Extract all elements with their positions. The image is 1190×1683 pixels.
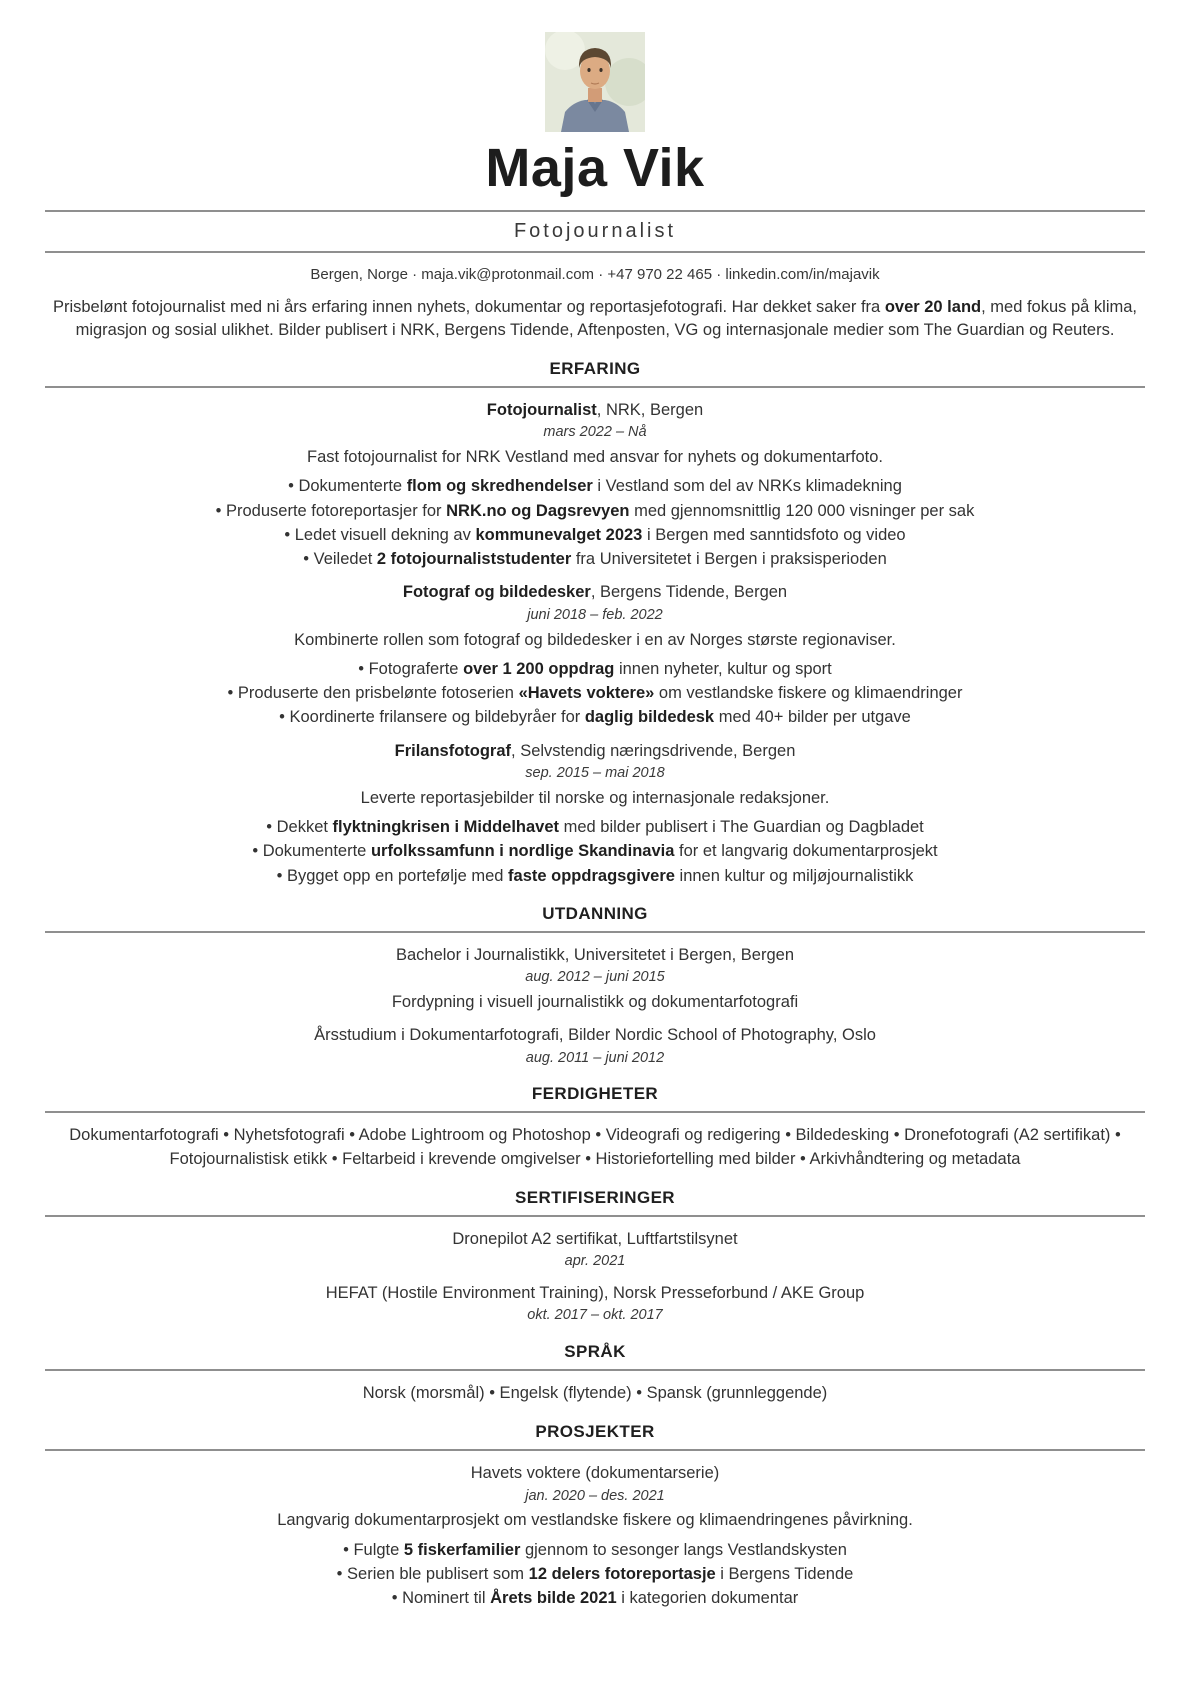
job-bullet: • Koordinerte frilansere og bildebyråer for daglig bildedesk med 40+ bilder per utgave [45, 706, 1145, 728]
section-experience [45, 358, 1145, 887]
section-languages [45, 1341, 1145, 1405]
section-education [45, 903, 1145, 1068]
job-title-line [45, 581, 1145, 603]
profile-summary: Prisbelønt fotojournalist med ni års erfaring innen nyhets, dokumentar og reportasjefotografi. Har dekket saker fra over 20 land, med fokus på klima, migrasjon og sosial ulikhet. Bilder publisert i NRK, Bergens Tidende, Aftenposten, VG og internasjonale medier som The Guardian og Reuters. [52, 297, 1138, 339]
education-dates: aug. 2012 – juni 2015 [525, 969, 665, 986]
education-entry [45, 944, 1145, 1013]
certification-entry [45, 1282, 1145, 1325]
project-entry [45, 1462, 1145, 1609]
section-heading-erfaring: ERFARING [549, 358, 641, 378]
experience-entry [45, 740, 1145, 887]
section-heading-sertifiseringer: SERTIFISERINGER [515, 1187, 675, 1207]
certification-title: Dronepilot A2 sertifikat, Luftfartstilsynet [452, 1229, 738, 1248]
experience-entry [45, 399, 1145, 570]
job-summary: Kombinerte rollen som fotograf og bildedesker i en av Norges største regionaviser. [294, 630, 896, 649]
languages-list: Norsk (morsmål) • Engelsk (flytende) • Spansk (grunnleggende) [362, 1384, 828, 1403]
job-dates: juni 2018 – feb. 2022 [527, 606, 663, 623]
certification-dates: okt. 2017 – okt. 2017 [527, 1307, 663, 1324]
job-org: , Selvstendig næringsdrivende, Bergen [511, 741, 796, 760]
section-heading-prosjekter: PROSJEKTER [535, 1422, 655, 1442]
certification-dates: apr. 2021 [564, 1253, 626, 1269]
job-bullet-list [45, 658, 1145, 729]
section-divider [45, 386, 1145, 388]
job-summary: Leverte reportasjebilder til norske og internasjonale redaksjoner. [360, 788, 830, 807]
job-title: Fotograf og bildedesker [402, 583, 591, 602]
contact-line: Bergen, Norge · maja.vik@protonmail.com · +47 970 22 465 · linkedin.com/in/majavik [310, 266, 880, 284]
person-name: Maja Vik [485, 138, 705, 198]
job-bullet-list [45, 816, 1145, 887]
section-divider [45, 1449, 1145, 1451]
profile-photo [545, 32, 645, 132]
job-bullet: • Produserte den prisbelønte fotoserien «Havets voktere» om vestlandske fiskere og klimaendringer [45, 682, 1145, 704]
job-org: , NRK, Bergen [596, 401, 704, 419]
section-certifications [45, 1187, 1145, 1325]
section-heading-ferdigheter: FERDIGHETER [531, 1084, 659, 1104]
job-bullet: • Ledet visuell dekning av kommunevalget 2023 i Bergen med sanntidsfoto og video [45, 524, 1145, 546]
experience-entry [45, 581, 1145, 728]
job-bullet: • Fotograferte over 1 200 oppdrag innen nyheter, kultur og sport [45, 658, 1145, 680]
project-summary: Langvarig dokumentarprosjekt om vestlandske fiskere og klimaendringenes påvirkning. [277, 1511, 913, 1530]
job-title-line [45, 740, 1145, 762]
education-entry [45, 1024, 1145, 1067]
job-title: Frilansfotograf [394, 741, 512, 760]
job-bullet: • Bygget opp en portefølje med faste oppdragsgivere innen kultur og miljøjournalistikk [45, 865, 1145, 887]
job-bullet: • Veiledet 2 fotojournaliststudenter fra Universitetet i Bergen i praksisperioden [45, 548, 1145, 570]
job-bullet: • Dekket flyktningkrisen i Middelhavet med bilder publisert i The Guardian og Dagbladet [45, 816, 1145, 838]
job-bullet: • Dokumenterte flom og skredhendelser i Vestland som del av NRKs klimadekning [45, 475, 1145, 497]
profile-photo-image [545, 32, 645, 132]
section-skills [45, 1083, 1145, 1170]
education-dates: aug. 2011 – juni 2012 [525, 1049, 665, 1066]
divider [45, 251, 1145, 253]
project-bullet: • Nominert til Årets bilde 2021 i kategorien dokumentar [45, 1587, 1145, 1609]
education-title: Årsstudium i Dokumentarfotografi, Bilder Nordic School of Photography, Oslo [314, 1026, 876, 1045]
project-dates: jan. 2020 – des. 2021 [525, 1487, 665, 1504]
job-bullet-list [45, 475, 1145, 570]
section-projects [45, 1421, 1145, 1609]
job-org: , Bergens Tidende, Bergen [590, 583, 788, 602]
certification-entry [45, 1228, 1145, 1271]
job-title-line [45, 399, 1145, 421]
project-title: Havets voktere (dokumentarserie) [470, 1464, 720, 1483]
section-heading-utdanning: UTDANNING [542, 903, 648, 923]
job-bullet: • Produserte fotoreportasjer for NRK.no og Dagsrevyen med gjennomsnittlig 120 000 visninger per sak [45, 500, 1145, 522]
education-title: Bachelor i Journalistikk, Universitetet i Bergen, Bergen [395, 945, 795, 964]
section-divider [45, 1369, 1145, 1371]
job-dates: sep. 2015 – mai 2018 [525, 764, 665, 781]
section-divider [45, 1111, 1145, 1113]
project-bullet: • Serien ble publisert som 12 delers fotoreportasje i Bergens Tidende [45, 1563, 1145, 1585]
section-divider [45, 1215, 1145, 1217]
job-bullet: • Dokumenterte urfolkssamfunn i nordlige Skandinavia for et langvarig dokumentarprosjekt [45, 840, 1145, 862]
skills-list: Dokumentarfotografi • Nyhetsfotografi • Adobe Lightroom og Photoshop • Videografi og redigering • Bildedesking • Dronefotografi (A2 sertifikat) • Fotojournalistisk etikk • Feltarbeid i krevende omgivelser • Historiefortelling med bilder • Arkivhåndtering og metadata [69, 1126, 1121, 1168]
education-note: Fordypning i visuell journalistikk og dokumentarfotografi [391, 992, 799, 1011]
certification-title: HEFAT (Hostile Environment Training), Norsk Presseforbund / AKE Group [325, 1283, 865, 1302]
job-dates: mars 2022 – Nå [543, 424, 647, 441]
section-divider [45, 931, 1145, 933]
job-headline: Fotojournalist [513, 220, 677, 243]
project-bullet-list [45, 1539, 1145, 1610]
section-heading-sprak: SPRÅK [564, 1341, 626, 1361]
project-bullet: • Fulgte 5 fiskerfamilier gjennom to sesonger langs Vestlandskysten [45, 1539, 1145, 1561]
job-title: Fotojournalist [486, 401, 597, 419]
job-summary: Fast fotojournalist for NRK Vestland med ansvar for nyhets og dokumentarfoto. [307, 448, 883, 467]
